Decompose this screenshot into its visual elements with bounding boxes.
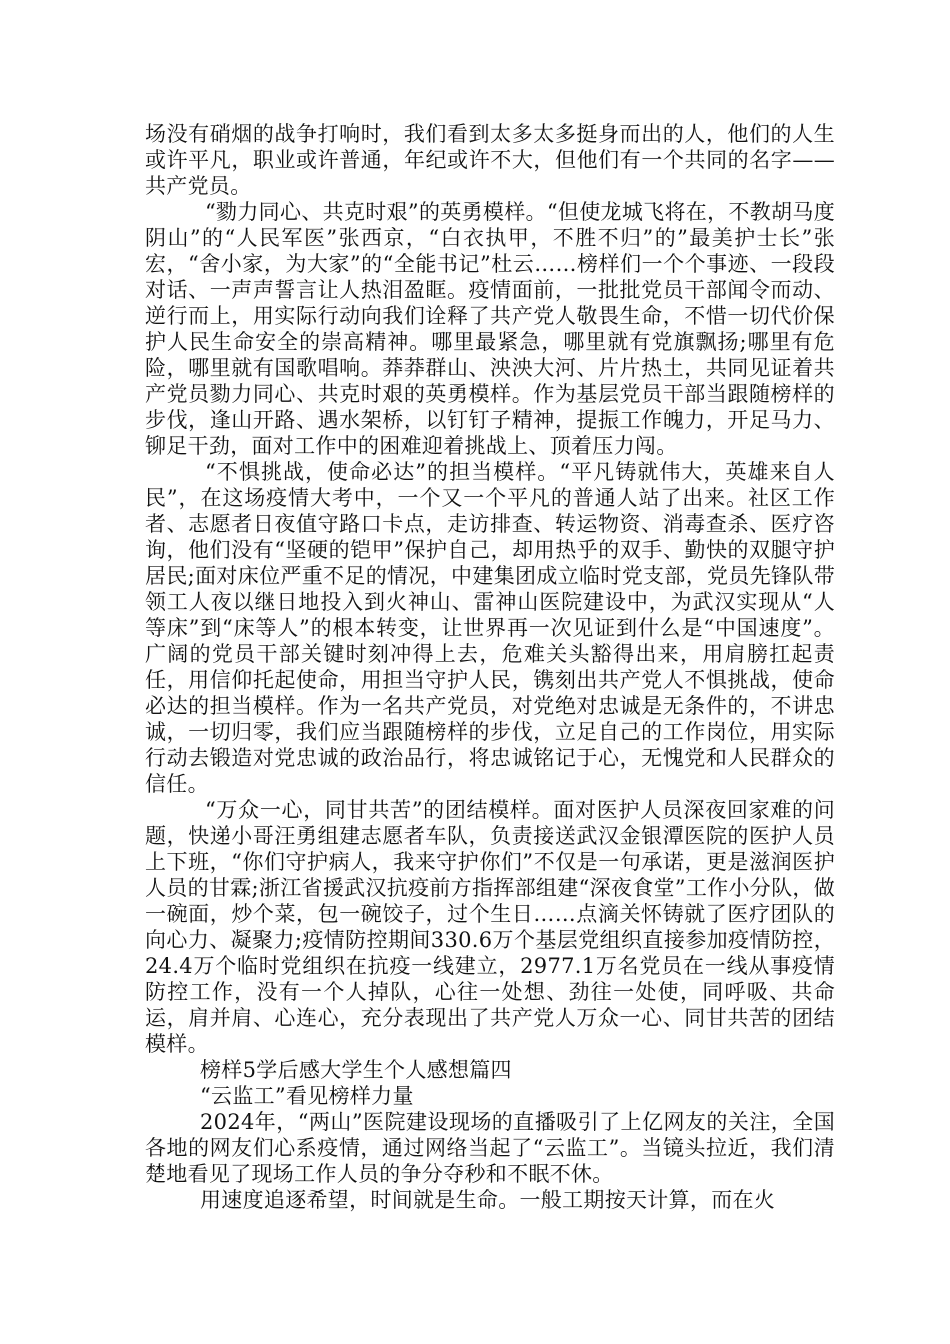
paragraph-speed-hope: 用速度追逐希望，时间就是生命。一般工期按天计算，而在火: [200, 1188, 776, 1212]
document-body: [145, 121, 835, 1213]
paragraph-unity-model: “万众一心，同甘共苦”的团结模样。面对医护人员深夜回家难的问题，快递小哥汪勇组建志愿者车队，负责接送武汉金银潭医院的医护人员上下班，“你们守护病人，我来守护你们”不仅是一句承诺，更是滋润医护人员的甘霖;浙江省援武汉抗疫前方指挥部组建“深夜食堂”工作小分队，做一碗面，炒个菜，包一碗饺子，过个生日……点滴关怀铸就了医疗团队的向心力、凝聚力;疫情防控期间330.6万个基层党组织直接参加疫情防控，24.4万个临时党组织在抗疫一线建立，2977.1万名党员在一线从事疫情防控工作，没有一个人掉队，心往一处想、劲往一处使，同呼吸、共命运，肩并肩、心连心，充分表现出了共产党人万众一心、同甘共苦的团结模样。: [145, 798, 835, 1056]
paragraph-cloud-supervisors: 2024年，“两山”医院建设现场的直播吸引了上亿网友的关注，全国各地的网友们心系疫情，通过网络当起了“云监工”。当镜头拉近，我们清楚地看见了现场工作人员的争分夺秒和不眠不休。: [145, 1110, 835, 1186]
paragraph-heroic-model: “勠力同心、共克时艰”的英勇模样。“但使龙城飞将在，不教胡马度阴山”的“人民军医”张西京，“白衣执甲，不胜不归”的”最美护士长”张宏，“舍小家，为大家”的“全能书记”杜云……榜样们一个个事迹、一段段对话、一声声誓言让人热泪盈眶。疫情面前，一批批党员干部闻令而动、逆行而上，用实际行动向我们诠释了共产党人敬畏生命，不惜一切代价保护人民生命安全的崇高精神。哪里最紧急，哪里就有党旗飘扬;哪里有危险，哪里就有国歌唱响。莽莽群山、泱泱大河、片片热土，共同见证着共产党员勠力同心、共克时艰的英勇模样。作为基层党员干部当跟随榜样的步伐，逢山开路、遇水架桥，以钉钉子精神，提振工作魄力，开足马力、铆足干劲，面对工作中的困难迎着挑战上、顶着压力闯。: [145, 200, 835, 458]
paragraph-continued-intro: 场没有硝烟的战争打响时，我们看到太多太多挺身而出的人，他们的人生或许平凡，职业或许普通，年纪或许不大，但他们有一个共同的名字——共产党员。: [145, 122, 835, 198]
paragraph-responsibility-model: “不惧挑战，使命必达”的担当模样。“平凡铸就伟大，英雄来自人民”，在这场疫情大考中，一个又一个平凡的普通人站了出来。社区工作者、志愿者日夜值守路口卡点，走访排查、转运物资、消毒查杀、医疗咨询，他们没有“坚硬的铠甲”保护自己，却用热乎的双手、勤快的双腿守护居民;面对床位严重不足的情况，中建集团成立临时党支部，党员先锋队带领工人夜以继日地投入到火神山、雷神山医院建设中，为武汉实现从“人等床”到“床等人”的根本转变，让世界再一次见证到什么是“中国速度”。广阔的党员干部关键时刻冲得上去，危难关头豁得出来，用肩膀扛起责任，用信仰托起使命，用担当守护人民，镌刻出共产党人不惧挑战，使命必达的担当模样。作为一名共产党员，对党绝对忠诚是无条件的，不讲忠诚，一切归零，我们应当跟随榜样的步伐，立足自己的工作岗位，用实际行动去锻造对党忠诚的政治品行，将忠诚铭记于心，无愧党和人民群众的信任。: [145, 460, 835, 796]
section-heading: 榜样5学后感大学生个人感想篇四: [200, 1058, 512, 1082]
section-subheading: “云监工”看见榜样力量: [200, 1084, 414, 1108]
